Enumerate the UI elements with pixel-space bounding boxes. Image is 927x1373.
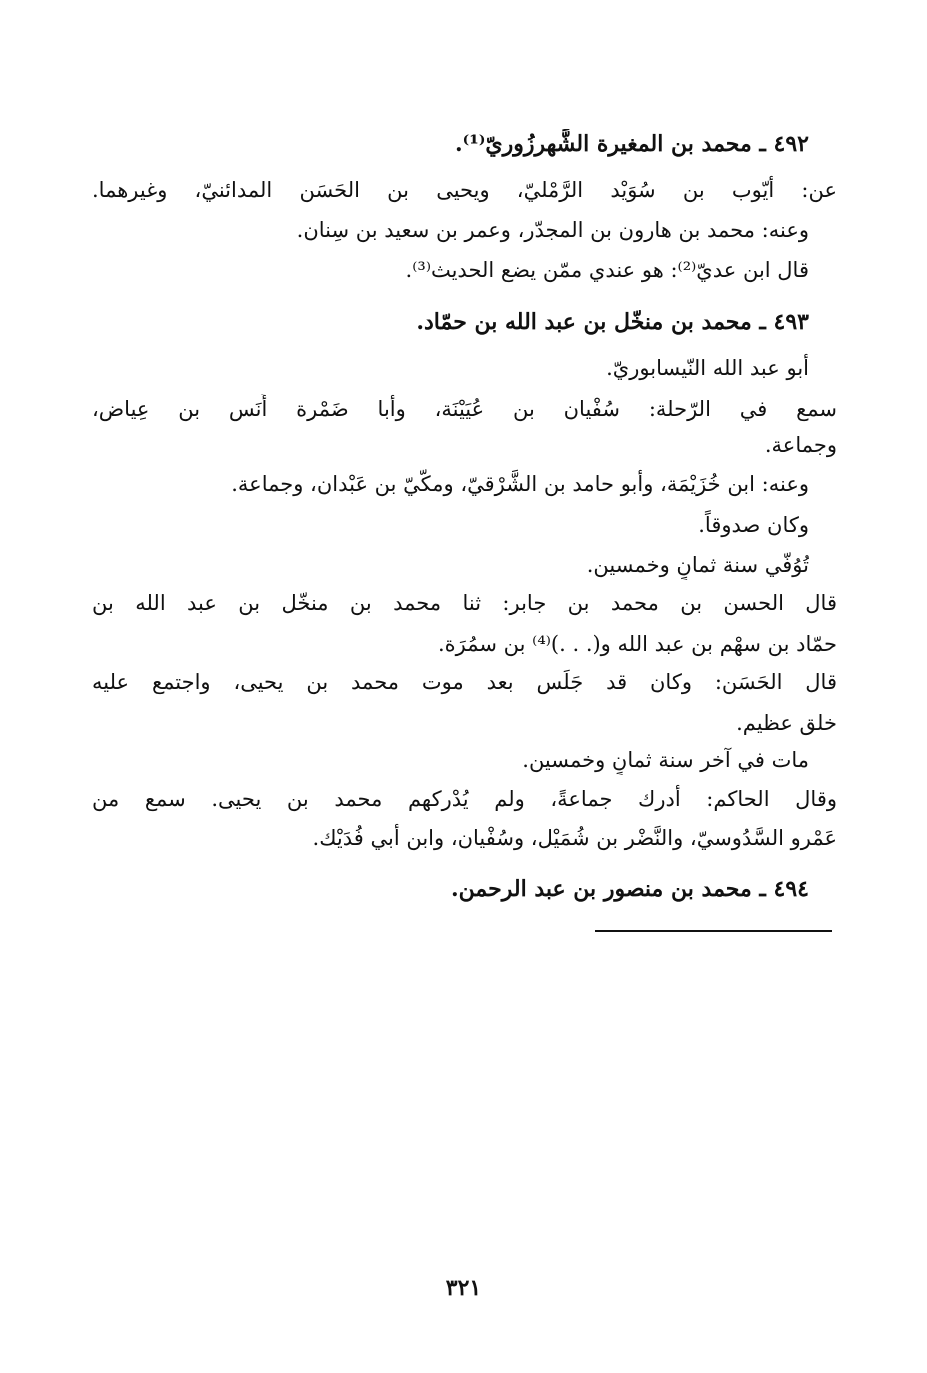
entry-493-line-2: سمع في الرّحلة: سُفْيان بن عُيَيْنَة، وأبا ضَمْرة أَنَس بن عِياض،	[92, 397, 837, 421]
page-number: ٣٢١	[445, 1275, 482, 1301]
entry-493-line-7: قال الحسن بن محمد بن جابر: ثنا محمد بن منخّل بن عبد الله بن	[92, 591, 837, 615]
entry-493-line-3: وجماعة.	[764, 433, 837, 457]
entry-494-heading: ٤٩٤ ـ محمد بن منصور بن عبد الرحمن.	[451, 876, 809, 902]
entry-493-line-8: حمّاد بن سهْم بن عبد الله و(. . .)⁽⁴⁾ بن سمُرَة.	[438, 632, 837, 656]
entry-493-line-1: أبو عبد الله النّيسابوريّ.	[606, 356, 809, 380]
entry-493-line-9: قال الحَسَن: وكان قد جَلَس بعد موت محمد بن يحيى، واجتمع عليه	[92, 670, 837, 694]
entry-492-heading: ٤٩٢ ـ محمد بن المغيرة الشَّهرزُوريّ⁽¹⁾.	[455, 131, 809, 157]
entry-492-line-1: عن: أيّوب بن سُوَيْد الرَّمْليّ، ويحيى بن الحَسَن المدائنيّ، وغيرهما.	[92, 178, 837, 202]
entry-492-line-3: قال ابن عديّ⁽²⁾: هو عندي ممّن يضع الحديث⁽³⁾.	[405, 258, 809, 282]
entry-493-line-10: خلق عظيم.	[736, 711, 837, 735]
entry-493-line-12: وقال الحاكم: أدرك جماعةً، ولم يُدْركهم محمد بن يحيى. سمع من	[92, 787, 837, 811]
entry-493-heading: ٤٩٣ ـ محمد بن منخّل بن عبد الله بن حمّاد.	[416, 309, 809, 335]
entry-492-line-2: وعنه: محمد بن هارون بن المجدّر، وعمر بن سعيد بن سِنان.	[296, 218, 809, 242]
entry-493-line-11: مات في آخر سنة ثمانٍ وخمسين.	[522, 748, 809, 772]
footnote-separator	[595, 930, 832, 932]
entry-493-line-6: تُوُفّي سنة ثمانٍ وخمسين.	[586, 553, 809, 577]
entry-493-line-5: وكان صدوقاً.	[698, 513, 809, 537]
entry-493-line-13: عَمْرو السَّدُوسيّ، والنَّضْر بن شُمَيْل، وسُفْيان، وابن أبي فُدَيْك.	[312, 826, 837, 850]
entry-493-line-4: وعنه: ابن خُزَيْمَة، وأبو حامد بن الشَّرْقيّ، ومكّيّ بن عَبْدان، وجماعة.	[231, 472, 809, 496]
